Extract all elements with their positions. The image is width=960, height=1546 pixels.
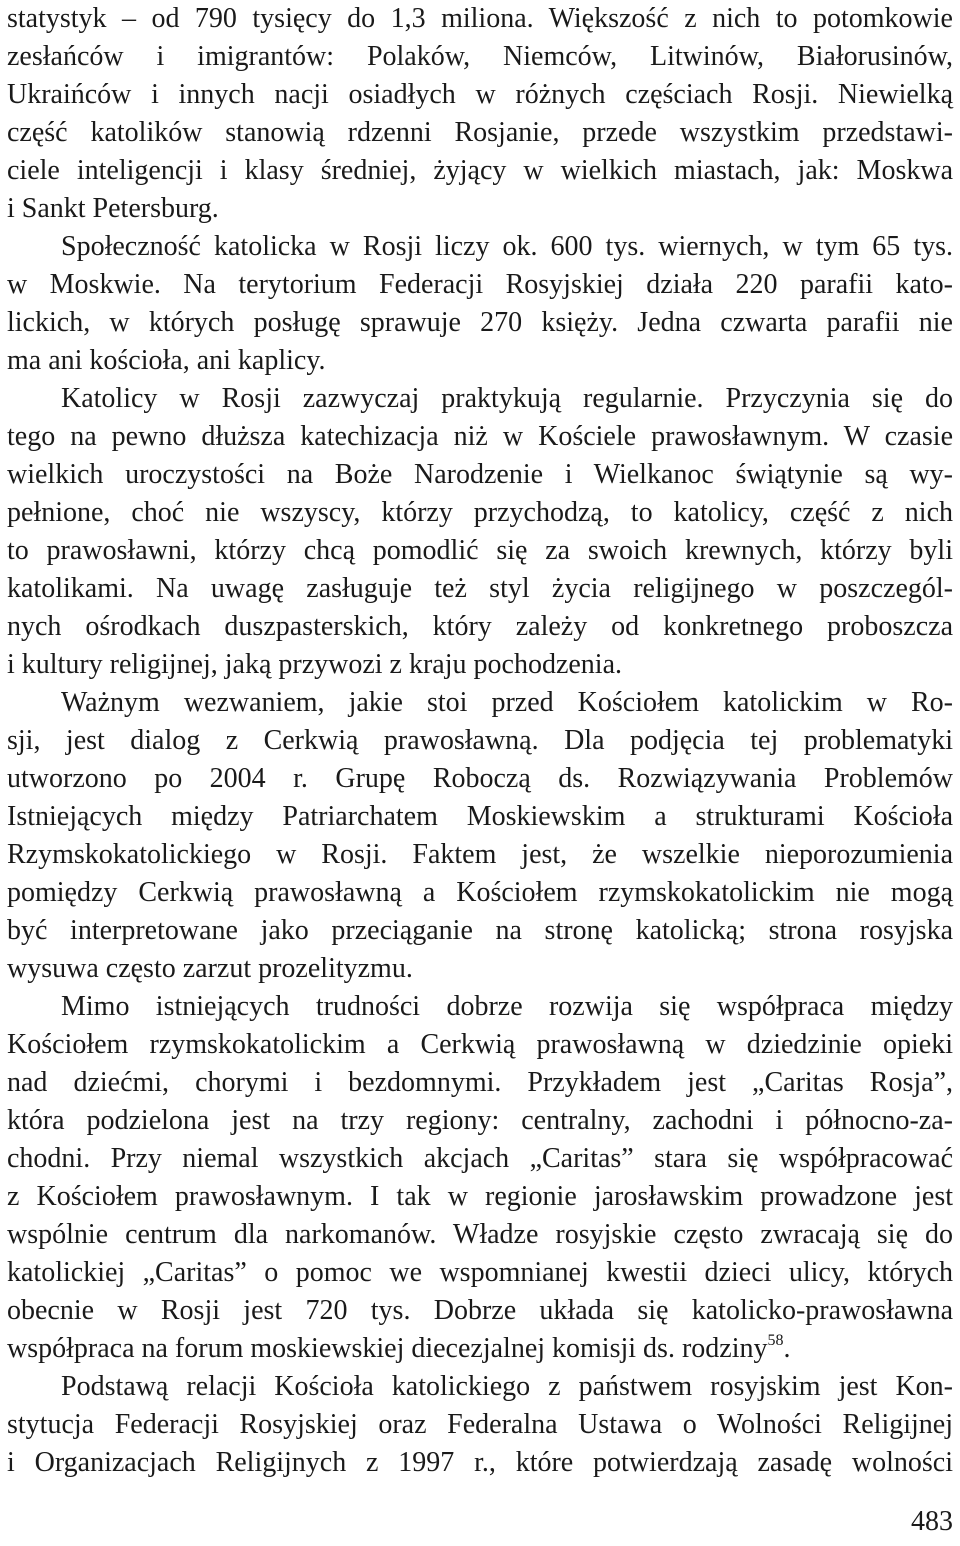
text-line-31: chodni. Przy niemal wszystkich akcjach „Caritas” stara się współpracować [7, 1143, 953, 1174]
text-line-22: Istniejących między Patriarchatem Moskiewskim a strukturami Kościoła [7, 801, 953, 832]
text-line-12: tego na pewno dłuższa katechizacja niż w Kościele prawosławnym. W czasie [7, 421, 953, 452]
text-line-35: obecnie w Rosji jest 720 tys. Dobrze układa się katolicko-prawosławna [7, 1295, 953, 1326]
text-line-17: nych ośrodkach duszpasterskich, który zależy od konkretnego proboszcza [7, 611, 953, 642]
text-line-27: Mimo istniejących trudności dobrze rozwija się współpraca między [61, 991, 953, 1022]
text-line-20: sji, jest dialog z Cerkwią prawosławną. Dla podjęcia tej problematyki [7, 725, 953, 756]
text-line-19: Ważnym wezwaniem, jakie stoi przed Kościołem katolickim w Ro- [61, 687, 953, 718]
text-line-7: Społeczność katolicka w Rosji liczy ok. 600 tys. wiernych, w tym 65 tys. [61, 231, 953, 262]
page-number: 483 [911, 1506, 953, 1537]
text-line-9: lickich, w których posługę sprawuje 270 księży. Jedna czwarta parafii nie [7, 307, 953, 338]
text-line-38: stytucja Federacji Rosyjskiej oraz Federalna Ustawa o Wolności Religijnej [7, 1409, 953, 1440]
text-line-23: Rzymskokatolickiego w Rosji. Faktem jest, że wszelkie nieporozumienia [7, 839, 953, 870]
text-line-36-body: współpraca na forum moskiewskiej diecezjalnej komisji ds. rodziny [7, 1333, 768, 1364]
text-line-26: wysuwa często zarzut prozelityzmu. [7, 953, 413, 984]
text-line-15: to prawosławni, którzy chcą pomodlić się za swoich krewnych, którzy byli [7, 535, 953, 566]
text-line-14: pełnione, choć nie wszyscy, którzy przychodzą, to katolicy, część z nich [7, 497, 953, 528]
text-line-36-tail: . [783, 1333, 791, 1364]
document-page [7, 0, 953, 1482]
text-line-24: pomiędzy Cerkwią prawosławną a Kościołem rzymskokatolickim nie mogą [7, 877, 953, 908]
text-line-18: i kultury religijnej, jaką przywozi z kraju pochodzenia. [7, 649, 623, 680]
text-line-21: utworzono po 2004 r. Grupę Roboczą ds. Rozwiązywania Problemów [7, 763, 953, 794]
text-line-4: część katolików stanowią rdzenni Rosjanie, przede wszystkim przedstawi- [7, 117, 953, 148]
text-line-32: z Kościołem prawosławnym. I tak w regionie jarosławskim prowadzone jest [7, 1181, 953, 1212]
text-line-33: wspólnie centrum dla narkomanów. Władze rosyjskie często zwracają się do [7, 1219, 953, 1250]
text-line-11: Katolicy w Rosji zazwyczaj praktykują regularnie. Przyczynia się do [61, 383, 953, 414]
text-line-8: w Moskwie. Na terytorium Federacji Rosyjskiej działa 220 parafii kato- [7, 269, 953, 300]
footnote-reference[interactable]: 58 [767, 1332, 784, 1349]
text-line-30: która podzielona jest na trzy regiony: centralny, zachodni i północno-za- [7, 1105, 953, 1136]
text-line-3: Ukraińców i innych nacji osiadłych w różnych częściach Rosji. Niewielką [7, 79, 953, 110]
text-line-16: katolikami. Na uwagę zasługuje też styl życia religijnego w poszczegól- [7, 573, 953, 604]
text-line-36 [7, 1330, 953, 1368]
text-line-10: ma ani kościoła, ani kaplicy. [7, 345, 326, 376]
text-line-39: i Organizacjach Religijnych z 1997 r., które potwierdzają zasadę wolności [7, 1447, 953, 1478]
text-line-34: katolickiej „Caritas” o pomoc we wspomnianej kwestii dzieci ulicy, których [7, 1257, 953, 1288]
text-line-1: statystyk – od 790 tysięcy do 1,3 miliona. Większość z nich to potomkowie [7, 3, 953, 34]
text-line-13: wielkich uroczystości na Boże Narodzenie i Wielkanoc świątynie są wy- [7, 459, 953, 490]
text-line-37: Podstawą relacji Kościoła katolickiego z państwem rosyjskim jest Kon- [61, 1371, 953, 1402]
text-line-2: zesłańców i imigrantów: Polaków, Niemców, Litwinów, Białorusinów, [7, 41, 953, 72]
text-line-6: i Sankt Petersburg. [7, 193, 219, 224]
text-line-25: być interpretowane jako przeciąganie na stronę katolicką; strona rosyjska [7, 915, 953, 946]
text-line-5: ciele inteligencji i klasy średniej, żyjący w wielkich miastach, jak: Moskwa [7, 155, 953, 186]
text-line-29: nad dziećmi, chorymi i bezdomnymi. Przykładem jest „Caritas Rosja”, [7, 1067, 953, 1098]
text-line-28: Kościołem rzymskokatolickim a Cerkwią prawosławną w dziedzinie opieki [7, 1029, 953, 1060]
